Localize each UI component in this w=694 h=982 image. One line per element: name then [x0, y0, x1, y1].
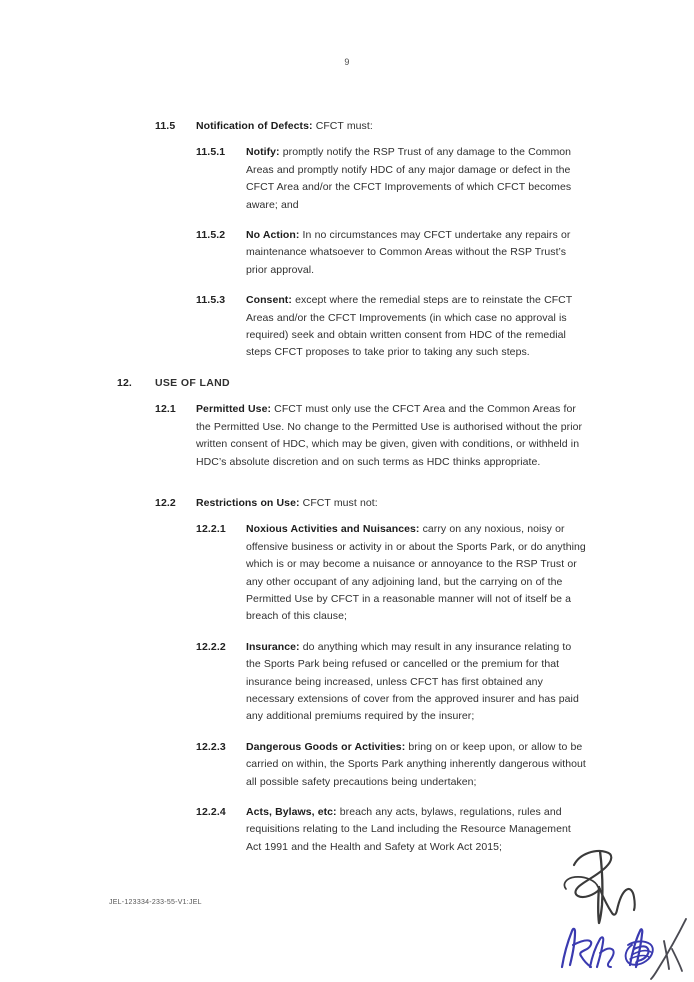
clause-number-12-2: 12.2: [155, 496, 176, 509]
clause-body-12-2-3: bring on or keep upon, or allow to be carried on within, the Sports Park anything inherently dangerous without all possible safety precautions being undertaken;: [246, 740, 586, 788]
clause-text-11-5-2: [246, 227, 586, 279]
clause-lead-11-5-2: No Action:: [246, 229, 300, 242]
clause-body-12-2-4: breach any acts, bylaws, regulations, rules and requisitions relating to the Land including the Resource Management Act 1991 and the Health and Safety at Work Act 2015;: [246, 806, 571, 853]
clause-text-12-2: [196, 495, 586, 512]
clause-heading-12: USE OF LAND: [155, 376, 230, 389]
clause-number-11-5: 11.5: [155, 120, 176, 132]
spacer: [0, 626, 694, 639]
clause-body-11-5: CFCT must:: [312, 120, 373, 132]
clause-11-5: [155, 118, 586, 135]
clause-lead-12-2: Restrictions on Use:: [196, 496, 300, 509]
spacer: [0, 791, 694, 804]
clause-text-11-5: [196, 118, 586, 135]
clause-lead-11-5-1: Notify:: [246, 146, 280, 159]
clause-11-5-3: [196, 292, 586, 362]
clause-text-12-2-3: [246, 739, 586, 791]
spacer: [0, 214, 694, 227]
clause-12-2: [155, 495, 586, 512]
clause-12-2-4: [196, 804, 586, 856]
clause-body-11-5-3: except where the remedial steps are to reinstate the CFCT Areas and/or the CFCT Improvements (in which case no approval is required) seek and obtain written consent from HDC of the remedial steps CFCT proposes to take prior to taking any such steps.: [246, 294, 573, 359]
clause-12-1: [155, 401, 586, 471]
clause-body-12-2-1: carry on any noxious, noisy or offensive business or activity in or about the Sports Park, or do anything which is or may become a nuisance or annoyance to the RSP Trust or any other occupant of any adjoining land, but the carrying on of the Permitted Use by CFCT in a reasonable manner will not of itself be a breach of this clause;: [246, 523, 586, 623]
clause-text-12-2-1: [246, 521, 586, 625]
clause-number-12: 12.: [117, 376, 132, 389]
clause-11-5-1: [196, 144, 586, 214]
clause-text-12-1: [196, 401, 586, 471]
spacer: [0, 512, 694, 521]
clause-lead-11-5: Notification of Defects:: [196, 120, 313, 132]
spacer: [0, 362, 694, 375]
clause-12-2-2: [196, 639, 586, 726]
clause-number-11-5-1: 11.5.1: [196, 146, 226, 159]
clause-number-11-5-2: 11.5.2: [196, 229, 226, 242]
clause-11-5-2: [196, 227, 586, 279]
clause-12-2-1: [196, 521, 586, 625]
spacer: [0, 279, 694, 292]
clause-number-12-2-4: 12.2.4: [196, 806, 226, 818]
clause-body-11-5-1: promptly notify the RSP Trust of any damage to the Common Areas and promptly notify HDC of any major damage or defect in the CFCT Area and/or the CFCT Improvements of which CFCT becomes aware; and: [246, 146, 572, 211]
page-number: 9: [344, 57, 350, 67]
clause-lead-12-2-3: Dangerous Goods or Activities:: [246, 740, 406, 753]
clause-12-2-3: [196, 739, 586, 791]
clause-number-12-2-2: 12.2.2: [196, 640, 226, 653]
clause-body-12-1: CFCT must only use the CFCT Area and the Common Areas for the Permitted Use. No change to the Permitted Use is authorised without the prior written consent of HDC, which may be given, given with conditions, or withheld in HDC’s absolute discretion and on such terms as HDC thinks appropriate.: [196, 403, 583, 468]
clause-number-12-2-1: 12.2.1: [196, 523, 226, 536]
spacer: [0, 471, 694, 495]
signature-initial-bottom: [548, 915, 688, 982]
clause-lead-11-5-3: Consent:: [246, 294, 292, 307]
footer-document-reference: JEL-123334-233-55-V1:JEL: [109, 899, 202, 906]
clause-text-11-5-1: [246, 144, 586, 214]
clause-lead-12-1: Permitted Use:: [196, 403, 272, 416]
clause-text-11-5-3: [246, 292, 586, 362]
clause-number-12-2-3: 12.2.3: [196, 740, 226, 753]
clause-lead-12-2-2: Insurance:: [246, 640, 300, 653]
clause-text-12-2-2: [246, 639, 586, 726]
clause-number-12-1: 12.1: [155, 403, 176, 416]
clause-lead-12-2-1: Noxious Activities and Nuisances:: [246, 523, 420, 536]
clause-body-11-5-2: In no circumstances may CFCT undertake any repairs or maintenance whatsoever to Common Areas without the RSP Trust’s prior approval.: [246, 229, 571, 276]
clause-lead-12-2-4: Acts, Bylaws, etc:: [246, 806, 337, 818]
clause-text-12-2-4: [246, 804, 586, 856]
spacer: [0, 392, 694, 401]
spacer: [0, 726, 694, 739]
clause-body-12-2: CFCT must not:: [299, 496, 378, 509]
document-body: [0, 118, 694, 856]
spacer: [0, 135, 694, 144]
clause-body-12-2-2: do anything which may result in any insurance relating to the Sports Park being refused or cancelled or the premium for that insurance being increased, unless CFCT has first obtained any necessary extensions of cover from the approved insurer and has paid any additional premiums required by the insurer;: [246, 640, 579, 723]
clause-number-11-5-3: 11.5.3: [196, 294, 226, 307]
clause-12-heading: [117, 375, 584, 392]
